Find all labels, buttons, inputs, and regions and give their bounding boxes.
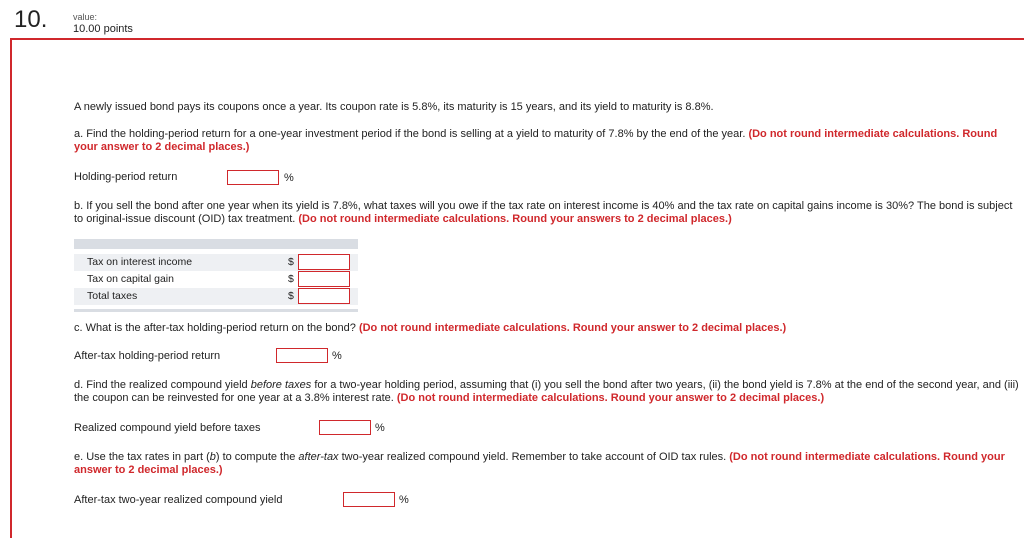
part-d-unit: %: [375, 422, 385, 434]
dollar-sign: $: [288, 273, 294, 285]
tax-table-header: [74, 239, 358, 249]
part-a-note: (Do not round intermediate calculations. Round your answer to 2 decimal places.): [74, 128, 998, 153]
part-e-text-1: e. Use the tax rates in part (: [74, 451, 210, 463]
part-e-field-label: After-tax two-year realized compound yield: [74, 494, 283, 506]
part-e-text-2: ) to compute the: [215, 451, 299, 463]
value-label: value:: [73, 12, 98, 22]
part-c-note: (Do not round intermediate calculations. Round your answer to 2 decimal places.): [358, 322, 787, 334]
tax-on-interest-input[interactable]: [298, 254, 350, 270]
question-points: 10.00 points: [73, 23, 133, 35]
dollar-sign: $: [288, 290, 294, 302]
tax-table-footer: [74, 309, 358, 312]
part-a-text: a. Find the holding-period return for a one-year investment period if the bond is selling at a yield to maturity of 7.8% by the end of the year.: [74, 128, 746, 140]
tax-on-capital-gain-input[interactable]: [298, 271, 350, 287]
after-tax-realized-yield-input[interactable]: [343, 492, 395, 507]
part-e-emphasis-1: b: [209, 451, 216, 463]
part-b-text: b. If you sell the bond after one year when its yield is 7.8%, what taxes will you owe if the tax rate on interest income is 40% and the tax rate on capital gains income is 30%? The bond is subject to original-issue discount (OID) tax treatment.: [74, 200, 1013, 225]
tax-row-label: Tax on capital gain: [87, 273, 174, 285]
part-b-note: (Do not round intermediate calculations. Round your answers to 2 decimal places.): [298, 213, 732, 225]
part-c-field-label: After-tax holding-period return: [74, 350, 221, 362]
total-taxes-input[interactable]: [298, 288, 350, 304]
tax-row-label: Tax on interest income: [87, 256, 193, 268]
part-e-unit: %: [399, 494, 409, 506]
question-intro: A newly issued bond pays its coupons once a year. Its coupon rate is 5.8%, its maturity is 15 years, and its yield to maturity is 8.8%.: [74, 101, 714, 113]
part-e-note: (Do not round intermediate calculations. Round your answer to 2 decimal places.): [74, 451, 1005, 476]
part-e-text-3: two-year realized compound yield. Remember to take account of OID tax rules.: [338, 451, 727, 463]
part-d-prompt: [74, 379, 1019, 405]
part-a-unit: %: [284, 172, 294, 184]
part-d-emphasis: before taxes: [250, 379, 312, 391]
dollar-sign: $: [288, 256, 294, 268]
part-a-prompt: [74, 128, 1014, 154]
part-c-prompt: [74, 322, 1014, 335]
tax-table-row: [74, 271, 358, 288]
part-c-text: c. What is the after-tax holding-period return on the bond?: [74, 322, 356, 334]
part-d-text-1: d. Find the realized compound yield: [74, 379, 251, 391]
tax-row-label: Total taxes: [87, 290, 138, 302]
part-d-field-label: Realized compound yield before taxes: [74, 422, 261, 434]
part-c-unit: %: [332, 350, 342, 362]
holding-period-return-input[interactable]: [227, 170, 279, 185]
part-d-text-2: for a two-year holding period, assuming that (i) you sell the bond after two years, (ii) the bond yield is 7.8% at the end of the second year, and (iii) the coupon can be reinvested for one year at a 3.8% interest rate.: [74, 379, 1019, 404]
part-a-field-label: Holding-period return: [74, 171, 178, 183]
realized-compound-yield-input[interactable]: [319, 420, 371, 435]
question-number: 10.: [14, 6, 48, 33]
tax-table-row: [74, 254, 358, 271]
tax-table-row: [74, 288, 358, 305]
part-b-prompt: [74, 200, 1024, 226]
after-tax-hpr-input[interactable]: [276, 348, 328, 363]
part-d-note: (Do not round intermediate calculations. Round your answer to 2 decimal places.): [396, 392, 825, 404]
part-e-prompt: [74, 451, 1014, 477]
part-e-emphasis-2: after-tax: [298, 451, 339, 463]
